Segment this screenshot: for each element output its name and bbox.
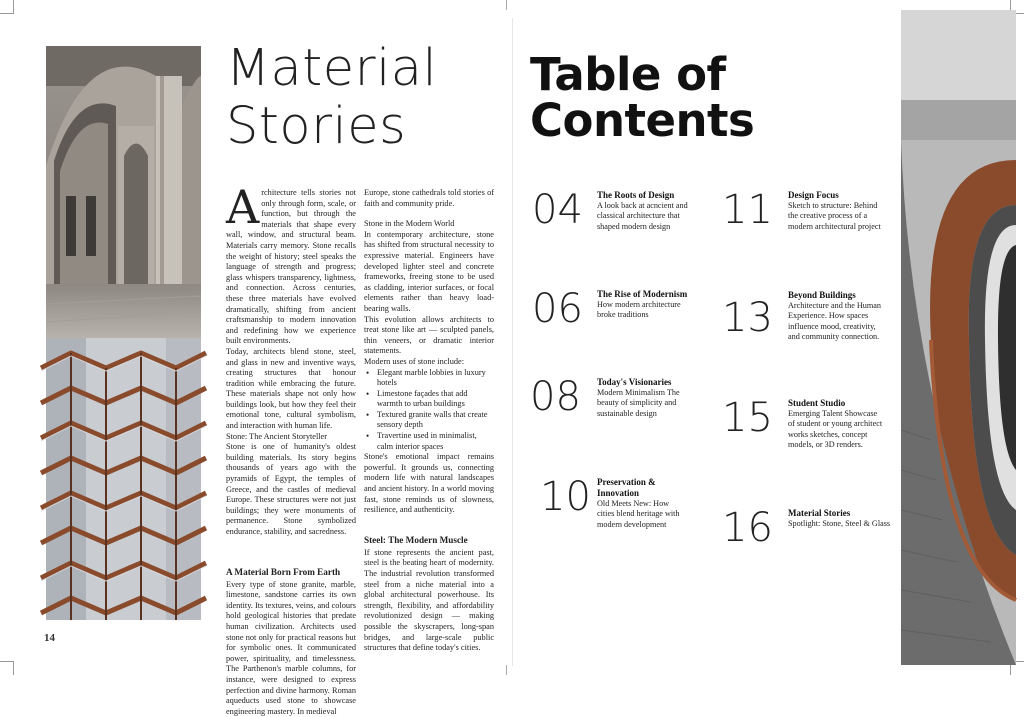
paragraph: Stone's emotional impact remains powerful. It grounds us, connecting modern life with natural landscapes and ancient history. In a world moving fast, stone reminds us of slowness, resilience, and authenticity. xyxy=(364,452,494,515)
crop-mark-top-center xyxy=(506,0,507,10)
paragraph: Today, architects blend stone, steel, and glass in new and inventive ways, creating structures that honour tradition while embracing the future. These materials shape not only how buildings look, but how they feel their emotional tone, cultural symbolism, and interaction with human life. xyxy=(226,346,356,431)
toc-entry-text xyxy=(597,190,693,232)
toc-page-number: 15 xyxy=(722,395,773,441)
list-item: • Limestone façades that add warmth to urban buildings xyxy=(364,389,494,410)
page-spine xyxy=(512,18,513,666)
toc-entry-description: Emerging Talent Showcase of student or young architect works sketches, concept models, or 3D renders. xyxy=(788,409,883,450)
list-item: • Travertine used in minimalist, calm interior spaces xyxy=(364,431,494,452)
toc-entry-text xyxy=(597,377,693,419)
paragraph: Stone is one of humanity's oldest building materials. Its story begins thousands of years ago with the pyramids of Egypt, the temples of Greece, and the castles of medieval Europe. These structures were not just buildings; they were monuments of permanence. Stone symbolized endurance, stability, and sacredness. xyxy=(226,442,356,536)
toc-title xyxy=(530,48,850,147)
paragraph: In contemporary architecture, stone has shifted from structural necessity to expressive material. Engineers have developed lighter steel and concrete frameworks, freeing stone to be used as cladding, interior surfaces, or focal elements rather than heavy load-bearing walls. xyxy=(364,229,494,313)
paragraph: Europe, stone cathedrals told stories of faith and community pride. xyxy=(364,188,494,208)
toc-entry-description: Modern Minimalism The beauty of simplicity and sustainable design xyxy=(597,388,680,418)
toc-entry-description: Old Meets New: How cities blend heritage with modern development xyxy=(597,499,680,529)
toc-page-number: 11 xyxy=(722,187,773,233)
toc-page-number: 08 xyxy=(530,374,581,420)
toc-entry-text xyxy=(788,290,884,343)
toc-entry-title: Design Focus xyxy=(788,190,839,200)
list-item: • Elegant marble lobbies in luxury hotels xyxy=(364,368,494,389)
crop-mark-bottom-left xyxy=(0,661,14,675)
toc-entry-title: Preservation & Innovation xyxy=(597,477,656,498)
article-column-1 xyxy=(226,180,356,717)
subheading-inline: Stone: The Ancient Storyteller xyxy=(226,431,328,441)
title-line-2: Stories xyxy=(226,97,407,156)
list-item: • Textured granite walls that create sensory depth xyxy=(364,410,494,431)
paragraph: This evolution allows architects to treat stone like art — sculpted panels, thin veneers, or dramatic interior statements. xyxy=(364,314,494,356)
title-line-1: Material xyxy=(226,39,438,98)
toc-entry-title: Material Stories xyxy=(788,508,851,518)
drop-cap: A xyxy=(226,180,260,234)
article-column-2 xyxy=(364,188,494,654)
toc-entry-text xyxy=(788,398,884,451)
paragraph: Every type of stone granite, marble, limestone, sandstone carries its own identity. Its textures, veins, and colours hold geological histories that predate human civilization. Architects used stone not only for practical reasons but for symbolic ones. It communicated power, spirituality, and timelessness. The Parthenon's marble columns, for instance, were designed to express perfection and divine harmony. Roman aqueducts used stone to showcase engineering mastery. In medieval xyxy=(226,579,356,716)
paragraph: If stone represents the ancient past, steel is the beating heart of modernity. The industrial revolution transformed steel from a niche material into a global architectural powerhouse. Its strength, flexibility, and affordability revolutionized design — making possible the skyscrapers, long-span bridges, and large-scale public structures that define today's cities. xyxy=(364,547,494,653)
toc-page-number: 04 xyxy=(532,187,583,233)
toc-entry-title: The Roots of Design xyxy=(597,190,675,200)
toc-page-number: 16 xyxy=(722,505,773,551)
toc-entry-title: Student Studio xyxy=(788,398,846,408)
toc-page-number: 13 xyxy=(722,295,773,341)
toc-entry-text xyxy=(597,289,693,321)
section-heading: A Material Born From Earth xyxy=(226,566,341,577)
crop-mark-bottom-center xyxy=(506,665,507,675)
intro-text: rchitecture tells stories not only through form, scale, or function, but through the materials that shape every wall, window, and structural beam. Materials carry memory. Stone recalls the weight of history; steel speaks the language of strength and progress; glass whispers transparency, lightness, and connection. Across centuries, these three materials have evolved dramatically, shifting from ancient craftsmanship to modern innovation and redefining how we experience built environments. xyxy=(226,188,356,346)
spiral-staircase-photo xyxy=(901,10,1016,665)
paragraph: Modern uses of stone include: xyxy=(364,356,465,366)
toc-page-number: 06 xyxy=(532,286,583,332)
crop-mark-top-left xyxy=(0,0,14,14)
title-line-2: Contents xyxy=(530,94,755,147)
intro-paragraph xyxy=(226,180,356,347)
subheading-inline: Stone in the Modern World xyxy=(364,219,455,229)
stone-arcade-photo xyxy=(46,46,201,338)
toc-entry-description: How modern architecture broke traditions xyxy=(597,300,681,320)
page-title xyxy=(226,40,496,156)
toc-entry-description: A look back at acncient and classical architecture that shaped modern design xyxy=(597,201,688,231)
section-heading: Steel: The Modern Muscle xyxy=(364,534,468,545)
copper-lattice-staircase-photo xyxy=(46,338,201,620)
bullet-list xyxy=(364,368,494,453)
toc-entry-title: Today's Visionaries xyxy=(597,377,672,387)
toc-entry-description: Sketch to structure: Behind the creative process of a modern architectural project xyxy=(788,201,881,231)
spacer xyxy=(364,209,494,219)
toc-entry-text xyxy=(788,508,896,529)
toc-entry-text xyxy=(788,190,884,232)
page-number: 14 xyxy=(44,632,55,644)
toc-entry-description: Spotlight: Stone, Steel & Glass xyxy=(788,519,891,528)
toc-entry-title: The Rise of Modernism xyxy=(597,289,688,299)
toc-entry-description: Architecture and the Human Experience. How spaces influence mood, creativity, and community connection. xyxy=(788,301,881,342)
toc-entry-title: Beyond Buildings xyxy=(788,290,856,300)
toc-page-number: 10 xyxy=(540,474,591,520)
toc-entry-text xyxy=(597,477,685,530)
title-line-1: Table of xyxy=(530,48,726,101)
